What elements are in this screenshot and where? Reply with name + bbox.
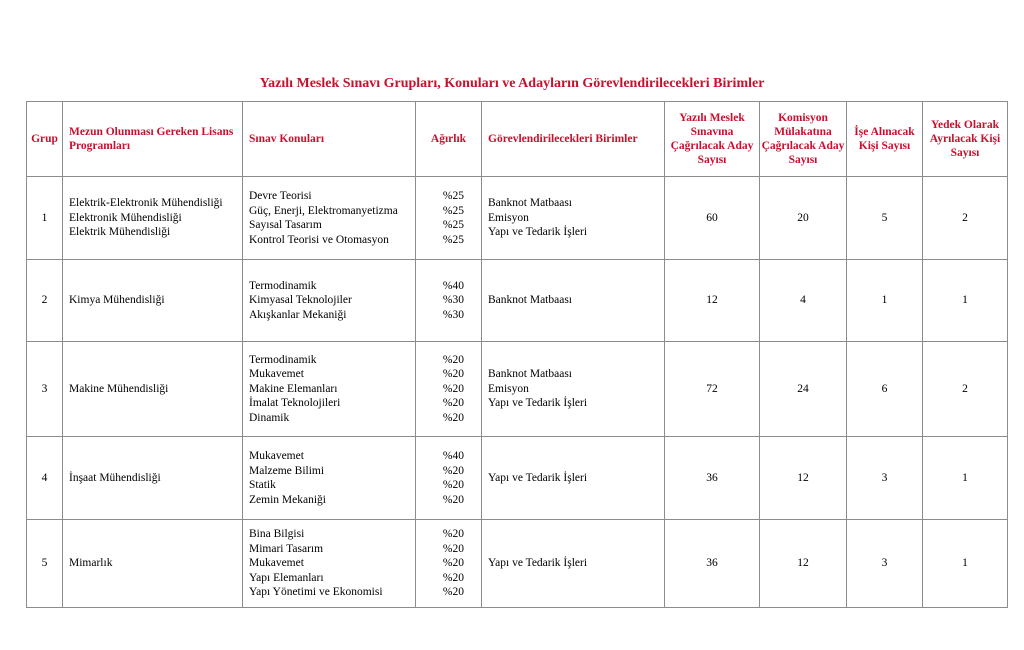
cell-units-line: Yapı ve Tedarik İşleri	[488, 226, 588, 239]
table-row	[27, 437, 1008, 520]
header-konular: Sınav Konuları	[243, 102, 416, 177]
table-row	[27, 520, 1008, 608]
cell-weights-line: %20	[442, 586, 464, 599]
table-body	[27, 177, 1008, 608]
cell-grup: 1	[27, 177, 63, 260]
cell-weights-line: %30	[442, 294, 464, 307]
header-grup: Grup	[27, 102, 63, 177]
cell-weights-line: %25	[442, 190, 464, 202]
cell-weights-line: %20	[442, 571, 464, 584]
cell-weights-line: %25	[442, 233, 464, 246]
cell-ise-alinacak: 1	[847, 260, 923, 342]
cell-topics-line: Mukavemet	[249, 368, 304, 381]
cell-weights-line: %20	[442, 493, 464, 506]
cell-units-line: Banknot Matbaası	[488, 197, 572, 210]
cell-programs-line: Mimarlık	[69, 557, 113, 570]
header-yazili: Yazılı Meslek Sınavına Çağrılacak Aday Sayısı	[665, 102, 760, 177]
cell-topics-line: Statik	[249, 479, 276, 491]
table-row	[27, 342, 1008, 437]
cell-topics-line: Devre Teorisi	[249, 190, 312, 202]
cell-yazili: 12	[665, 260, 760, 342]
cell-topics-line: Termodinamik	[249, 353, 317, 366]
cell-yedek: 2	[923, 177, 1008, 260]
cell-topics-line: Akışkanlar Mekaniği	[249, 308, 347, 321]
cell-topics	[243, 437, 416, 520]
cell-topics-line: İmalat Teknolojileri	[249, 397, 341, 410]
cell-yedek: 1	[923, 260, 1008, 342]
cell-units-line: Banknot Matbaası	[488, 294, 572, 307]
cell-units-line: Yapı ve Tedarik İşleri	[488, 557, 588, 570]
cell-programs	[63, 437, 243, 520]
cell-yazili: 60	[665, 177, 760, 260]
cell-topics-line: Mukavemet	[249, 450, 304, 462]
cell-topics-line: Dinamik	[249, 411, 290, 424]
header-birimler: Görevlendirilecekleri Birimler	[482, 102, 665, 177]
cell-topics-line: Bina Bilgisi	[249, 528, 305, 541]
cell-units	[482, 437, 665, 520]
cell-weights-line: %25	[442, 204, 464, 217]
cell-programs-line: Makine Mühendisliği	[69, 382, 169, 395]
cell-weights-line: %20	[442, 353, 464, 366]
cell-weights	[416, 342, 482, 437]
cell-topics	[243, 520, 416, 608]
cell-programs-line: Elektrik-Elektronik Mühendisliği	[69, 197, 223, 210]
cell-weights-line: %40	[442, 450, 464, 462]
cell-yazili: 36	[665, 437, 760, 520]
cell-topics-line: Mukavemet	[249, 557, 304, 570]
cell-weights-line: %20	[442, 479, 464, 491]
cell-topics-line: Kontrol Teorisi ve Otomasyon	[249, 233, 389, 246]
cell-weights-line: %20	[442, 557, 464, 570]
cell-weights	[416, 520, 482, 608]
cell-topics-line: Yapı Yönetimi ve Ekonomisi	[249, 586, 383, 599]
header-yedek: Yedek Olarak Ayrılacak Kişi Sayısı	[923, 102, 1008, 177]
cell-weights-line: %20	[442, 397, 464, 410]
cell-ise-alinacak: 6	[847, 342, 923, 437]
cell-weights-line: %20	[442, 528, 464, 541]
cell-komisyon: 12	[760, 437, 847, 520]
cell-yedek: 2	[923, 342, 1008, 437]
cell-weights-line: %20	[442, 464, 464, 477]
cell-programs	[63, 520, 243, 608]
cell-units-line: Emisyon	[488, 382, 529, 395]
cell-grup: 3	[27, 342, 63, 437]
cell-weights-line: %40	[442, 279, 464, 292]
cell-units-line: Yapı ve Tedarik İşleri	[488, 471, 588, 484]
cell-units	[482, 177, 665, 260]
cell-ise-alinacak: 3	[847, 437, 923, 520]
cell-weights	[416, 177, 482, 260]
cell-komisyon: 4	[760, 260, 847, 342]
cell-units-line: Yapı ve Tedarik İşleri	[488, 397, 588, 410]
cell-yedek: 1	[923, 437, 1008, 520]
cell-yazili: 36	[665, 520, 760, 608]
document-title: Yazılı Meslek Sınavı Grupları, Konuları ve Adayların Görevlendirilecekleri Birimler	[259, 76, 765, 91]
cell-topics	[243, 342, 416, 437]
cell-grup: 5	[27, 520, 63, 608]
cell-weights-line: %20	[442, 368, 464, 381]
cell-komisyon: 12	[760, 520, 847, 608]
cell-units-line: Emisyon	[488, 211, 529, 224]
cell-topics-line: Malzeme Bilimi	[249, 464, 325, 477]
header-komisyon: Komisyon Mülakatına Çağrılacak Aday Sayısı	[760, 102, 847, 177]
cell-weights	[416, 437, 482, 520]
header-agirlik: Ağırlık	[416, 102, 482, 177]
cell-programs-line: Elektrik Mühendisliği	[69, 226, 171, 239]
cell-units	[482, 342, 665, 437]
cell-units	[482, 520, 665, 608]
cell-weights-line: %20	[442, 411, 464, 424]
cell-programs-line: Kimya Mühendisliği	[69, 294, 165, 307]
cell-weights-line: %20	[442, 382, 464, 395]
exam-groups-table	[26, 101, 1008, 608]
cell-topics-line: Zemin Mekaniği	[249, 493, 326, 506]
cell-programs-line: İnşaat Mühendisliği	[69, 471, 161, 484]
cell-topics-line: Mimari Tasarım	[249, 542, 324, 555]
cell-programs-line: Elektronik Mühendisliği	[69, 211, 182, 224]
cell-ise-alinacak: 5	[847, 177, 923, 260]
cell-topics-line: Sayısal Tasarım	[249, 219, 322, 231]
cell-topics-line: Termodinamik	[249, 279, 317, 292]
cell-topics-line: Yapı Elemanları	[249, 571, 324, 584]
cell-weights-line: %25	[442, 219, 464, 231]
cell-yedek: 1	[923, 520, 1008, 608]
cell-ise-alinacak: 3	[847, 520, 923, 608]
cell-yazili: 72	[665, 342, 760, 437]
table-header-row	[27, 102, 1008, 177]
cell-weights	[416, 260, 482, 342]
header-ise-alinacak: İşe Alınacak Kişi Sayısı	[847, 102, 923, 177]
cell-weights-line: %30	[442, 308, 464, 321]
cell-programs	[63, 260, 243, 342]
cell-units-line: Banknot Matbaası	[488, 368, 572, 381]
cell-grup: 4	[27, 437, 63, 520]
header-program: Mezun Olunması Gereken Lisans Programları	[63, 102, 243, 177]
cell-units	[482, 260, 665, 342]
cell-topics	[243, 260, 416, 342]
cell-topics-line: Kimyasal Teknolojiler	[249, 294, 352, 307]
cell-weights-line: %20	[442, 542, 464, 555]
cell-topics	[243, 177, 416, 260]
cell-programs	[63, 177, 243, 260]
cell-topics-line: Güç, Enerji, Elektromanyetizma	[249, 204, 398, 217]
cell-topics-line: Makine Elemanları	[249, 382, 338, 395]
cell-grup: 2	[27, 260, 63, 342]
cell-komisyon: 24	[760, 342, 847, 437]
cell-programs	[63, 342, 243, 437]
cell-komisyon: 20	[760, 177, 847, 260]
table-row	[27, 177, 1008, 260]
table-row	[27, 260, 1008, 342]
